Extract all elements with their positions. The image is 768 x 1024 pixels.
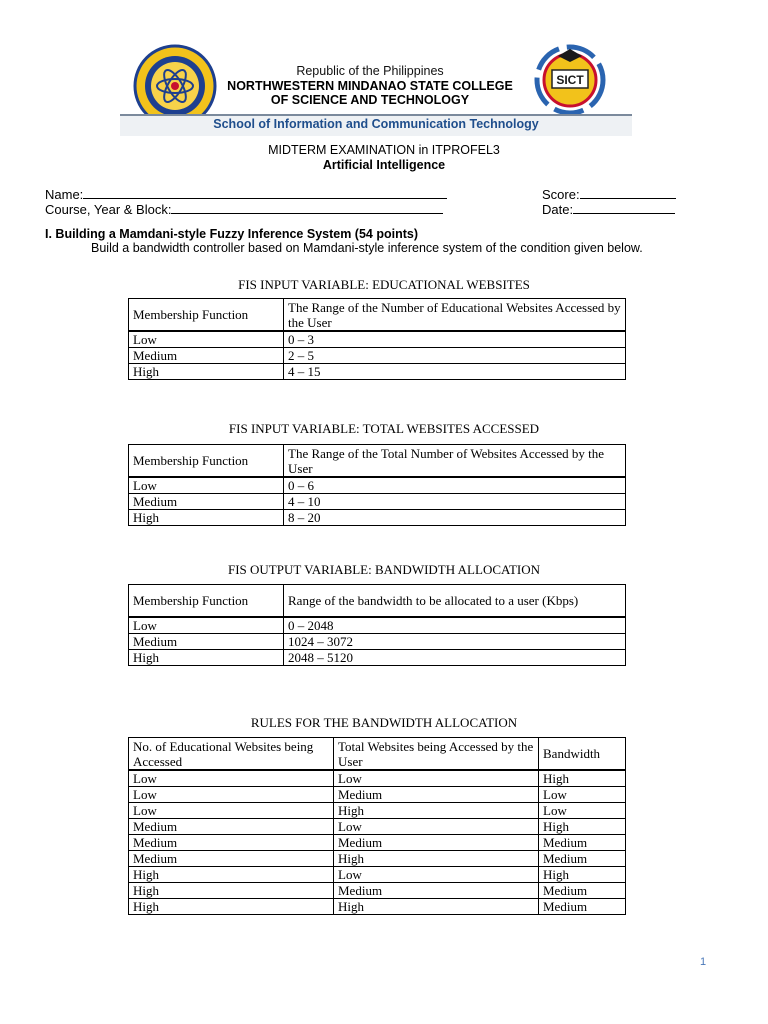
table-row <box>129 650 626 666</box>
table-cell: 0 – 2048 <box>284 617 626 634</box>
date-field <box>542 201 675 217</box>
score-blank[interactable] <box>580 186 676 199</box>
table-cell: Medium <box>334 883 539 899</box>
table-cell: High <box>334 851 539 867</box>
table-row <box>129 787 626 803</box>
sict-logo <box>530 42 610 116</box>
table-cell: Medium <box>129 819 334 835</box>
table-cell: Medium <box>539 851 626 867</box>
header-college-line2: OF SCIENCE AND TECHNOLOGY <box>270 93 470 107</box>
rules-caption: RULES FOR THE BANDWIDTH ALLOCATION <box>250 715 518 730</box>
table-row <box>129 494 626 510</box>
table-bandwidth-caption: FIS OUTPUT VARIABLE: BANDWIDTH ALLOCATION <box>227 562 540 577</box>
table-cell: High <box>539 819 626 835</box>
table-cell: Low <box>129 331 284 348</box>
name-field <box>45 186 447 202</box>
score-label: Score: <box>542 187 580 202</box>
table-total-websites <box>128 444 626 526</box>
table-row <box>129 835 626 851</box>
table-bandwidth-allocation <box>128 584 626 666</box>
table-cell: 4 – 15 <box>284 364 626 380</box>
table-cell: High <box>129 867 334 883</box>
table-row <box>129 634 626 650</box>
table-row <box>129 510 626 526</box>
header-educational: No. of Educational Websites being Accessed <box>129 738 334 771</box>
header-college-line1: NORTHWESTERN MINDANAO STATE COLLEGE <box>227 79 513 93</box>
table-cell: Medium <box>129 851 334 867</box>
table-rules <box>128 737 626 915</box>
course-blank[interactable] <box>171 201 443 214</box>
table-cell: Medium <box>334 835 539 851</box>
table-row <box>129 867 626 883</box>
section-title: I. Building a Mamdani-style Fuzzy Inference System (54 points) <box>45 227 418 241</box>
table-cell: Medium <box>539 883 626 899</box>
header-range: Range of the bandwidth to be allocated to a user (Kbps) <box>284 585 626 618</box>
table-cell: Low <box>129 477 284 494</box>
table-total-caption: FIS INPUT VARIABLE: TOTAL WEBSITES ACCESSED <box>228 421 540 436</box>
table-cell: 8 – 20 <box>284 510 626 526</box>
name-label: Name: <box>45 187 84 202</box>
table-cell: Medium <box>129 634 284 650</box>
table-educational-websites <box>128 298 626 380</box>
table-cell: 2 – 5 <box>284 348 626 364</box>
table-cell: High <box>539 770 626 787</box>
table-row <box>129 477 626 494</box>
table-cell: Medium <box>539 835 626 851</box>
table-row <box>129 899 626 915</box>
table-cell: High <box>129 510 284 526</box>
table-cell: High <box>334 899 539 915</box>
table-cell: 1024 – 3072 <box>284 634 626 650</box>
exam-subject: Artificial Intelligence <box>322 158 446 172</box>
table-cell: Low <box>129 770 334 787</box>
header-membership-function: Membership Function <box>129 585 284 618</box>
exam-title: MIDTERM EXAMINATION in ITPROFEL3 <box>268 143 500 157</box>
name-blank[interactable] <box>83 186 447 199</box>
svg-text:SICT: SICT <box>556 73 584 87</box>
table-row <box>129 331 626 348</box>
header-range: The Range of the Total Number of Websites Accessed by the User <box>284 445 626 478</box>
table-cell: Medium <box>129 348 284 364</box>
table-cell: Medium <box>539 899 626 915</box>
table-educational-caption: FIS INPUT VARIABLE: EDUCATIONAL WEBSITES <box>238 277 530 292</box>
table-cell: Medium <box>129 494 284 510</box>
school-name: School of Information and Communication Technology <box>213 117 539 131</box>
table-cell: Low <box>334 819 539 835</box>
table-cell: Low <box>129 787 334 803</box>
header-membership-function: Membership Function <box>129 299 284 332</box>
table-row <box>129 348 626 364</box>
table-row <box>129 770 626 787</box>
header-bandwidth: Bandwidth <box>539 738 626 771</box>
header-range: The Range of the Number of Educational Websites Accessed by the User <box>284 299 626 332</box>
table-cell: Medium <box>334 787 539 803</box>
table-row <box>129 364 626 380</box>
table-cell: High <box>129 364 284 380</box>
table-cell: High <box>539 867 626 883</box>
score-field <box>542 186 676 202</box>
table-cell: High <box>129 899 334 915</box>
date-blank[interactable] <box>573 201 675 214</box>
table-cell: 2048 – 5120 <box>284 650 626 666</box>
table-cell: High <box>334 803 539 819</box>
table-cell: Low <box>129 617 284 634</box>
table-cell: High <box>129 650 284 666</box>
course-label: Course, Year & Block: <box>45 202 172 217</box>
section-description: Build a bandwidth controller based on Mamdani-style inference system of the condition given below. <box>91 241 643 255</box>
table-cell: 0 – 6 <box>284 477 626 494</box>
header-total: Total Websites being Accessed by the User <box>334 738 539 771</box>
table-cell: Low <box>539 787 626 803</box>
date-label: Date: <box>542 202 574 217</box>
table-row <box>129 617 626 634</box>
header-membership-function: Membership Function <box>129 445 284 478</box>
table-cell: Low <box>539 803 626 819</box>
table-cell: High <box>129 883 334 899</box>
table-cell: Low <box>129 803 334 819</box>
table-row <box>129 883 626 899</box>
table-cell: 0 – 3 <box>284 331 626 348</box>
table-cell: Medium <box>129 835 334 851</box>
page-number: 1 <box>700 956 707 968</box>
table-cell: 4 – 10 <box>284 494 626 510</box>
header-republic: Republic of the Philippines <box>296 64 444 78</box>
table-row <box>129 851 626 867</box>
table-cell: Low <box>334 867 539 883</box>
table-row <box>129 819 626 835</box>
table-row <box>129 803 626 819</box>
course-field <box>45 201 443 217</box>
table-cell: Low <box>334 770 539 787</box>
